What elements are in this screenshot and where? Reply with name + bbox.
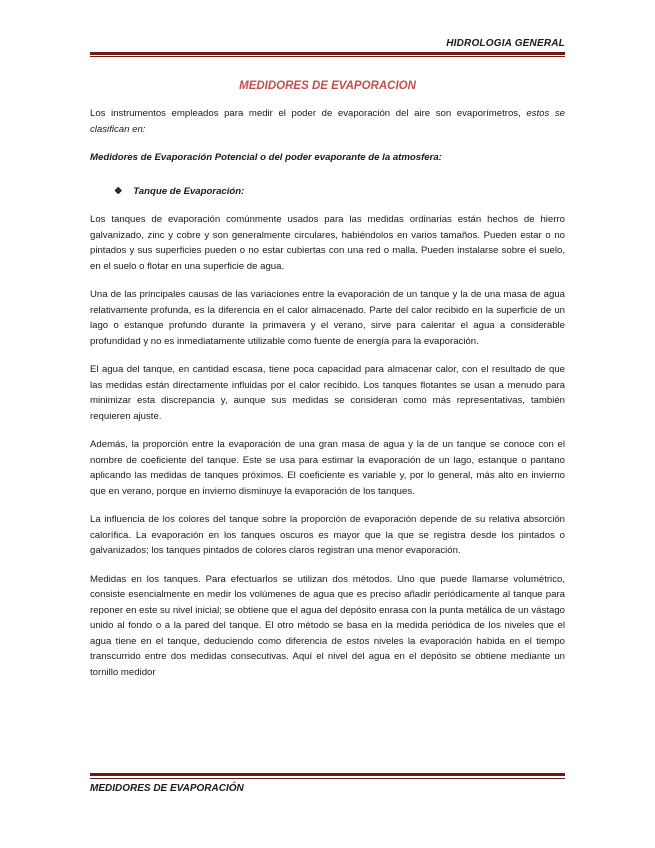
subheading: Medidores de Evaporación Potencial o del poder evaporante de la atmosfera: [90, 152, 442, 163]
paragraph-1: Los tanques de evaporación comúnmente usados para las medidas ordinarias están hechos de hierro galvanizado, zinc y cobre y son generalmente circulares, habiéndolos en varios tamaños. Pueden estar o no pintados y sus superficies pueden o no estar cubiertas con una red o malla. Pueden instalarse sobre el suelo, en el suelo o flotar en una superficie de agua. [90, 214, 565, 272]
paragraph-4: Además, la proporción entre la evaporación de una gran masa de agua y la de un tanque se conoce con el nombre de coeficiente del tanque. Este se usa para estimar la evaporación de un lago, estanque o pantano aplicando las medidas de tanques próximos. El coeficiente es variable y, por lo general, más alto en invierno que en verano, porque en invierno disminuye la evaporación de los tanques. [90, 439, 565, 497]
footer-rule [90, 773, 565, 776]
paragraph-2: Una de las principales causas de las variaciones entre la evaporación de un tanque y la de una masa de agua relativamente profunda, es la diferencia en el calor almacenado. Parte del calor recibido en la superficie de un lago o estanque profundo durante la primavera y el verano, sirve para calentar el agua a considerable profundidad y no es inmediatamente utilizable como fuente de energía para la evaporación. [90, 289, 565, 347]
intro-text: Los instrumentos empleados para medir el poder de evaporación del aire son evaporímetros, [90, 108, 521, 119]
header-rule-thin [90, 56, 565, 57]
header-title: HIDROLOGIA GENERAL [446, 38, 565, 49]
diamond-bullet-icon: ❖ [114, 185, 123, 197]
header-rule [90, 52, 565, 55]
intro-italic: estos se clasifican en: [90, 108, 565, 135]
intro-paragraph [90, 106, 565, 137]
document-title: MEDIDORES DE EVAPORACION [239, 80, 416, 92]
footer-rule-thin [90, 778, 565, 779]
bullet-item [90, 184, 565, 200]
footer-title: MEDIDORES DE EVAPORACIÓN [90, 783, 244, 794]
bullet-label: Tanque de Evaporación: [133, 185, 245, 197]
document-body [90, 106, 565, 680]
paragraph-3: El agua del tanque, en cantidad escasa, tiene poca capacidad para almacenar calor, con el resultado de que las medidas están directamente influidas por el calor recibido. Los tanques flotantes se usan a menudo para minimizar esta discrepancia y, aunque sus medidas se consideran como más representativas, también requieren ajuste. [90, 364, 565, 422]
paragraph-5: La influencia de los colores del tanque sobre la proporción de evaporación depende de su relativa absorción calorífica. La evaporación en los tanques oscuros es mayor que la que se registra desde los pintados o galvanizados; los tanques pintados de colores claros registran una menor evaporación. [90, 514, 565, 556]
paragraph-6: Medidas en los tanques. Para efectuarlos se utilizan dos métodos. Uno que puede llamarse volumétrico, consiste esencialmente en medir los volúmenes de agua que es preciso añadir periódicamente al tanque para reponer en este su nivel inicial; se obtiene que el agua del depósito enrasa con la punta metálica de un vástago unido al fondo o a la pared del tanque. El otro método se basa en la medida periódica de los niveles que el agua tiene en el tanque, deduciendo como diferencia de estos niveles la evaporación habida en el tiempo transcurrido entre dos medidas consecutivas. Aquí el nivel del agua en el depósito se obtiene mediante un tornillo medidor [90, 573, 565, 678]
